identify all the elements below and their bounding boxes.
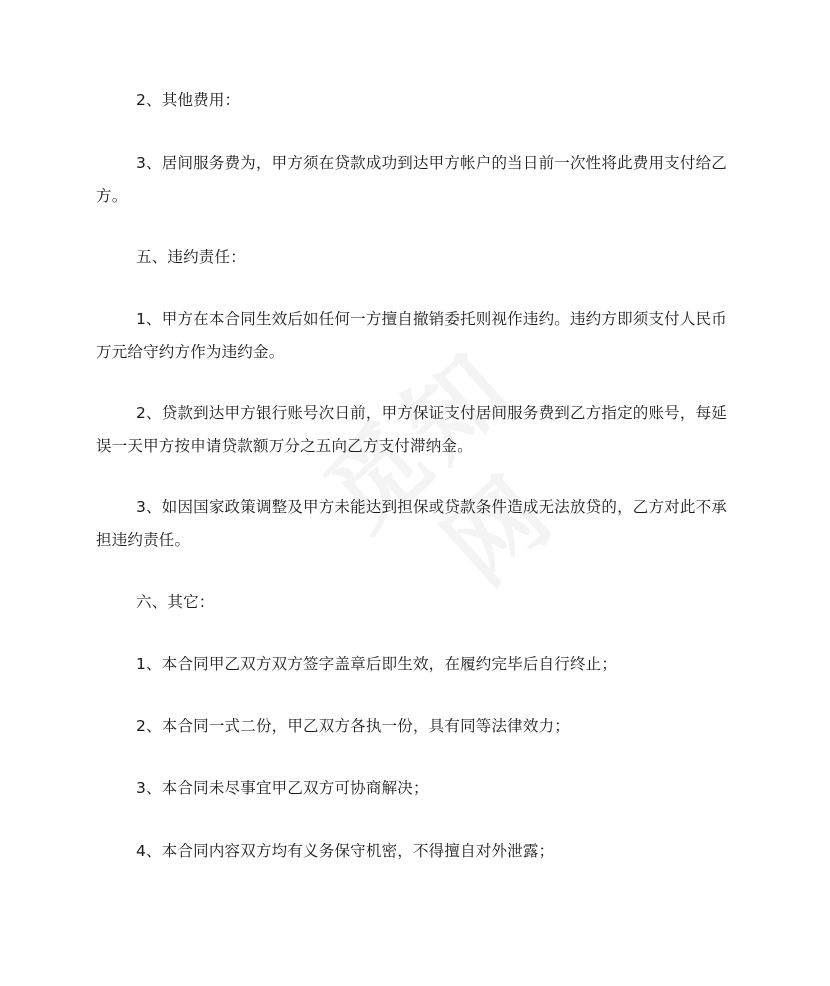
paragraph-brokerage-fee: 3、居间服务费为，甲方须在贷款成功到达甲方帐户的当日前一次性将此费用支付给乙方。 [96, 154, 727, 205]
paragraph-other-fees: 2、其他费用： [136, 91, 241, 109]
paragraph-other-1: 1、本合同甲乙双方双方签字盖章后即生效，在履约完毕后自行终止； [136, 655, 618, 673]
paragraph-other-4: 4、本合同内容双方均有义务保守机密，不得擅自对外泄露； [136, 842, 555, 860]
paragraph-other-3: 3、本合同未尽事宜甲乙双方可协商解决； [136, 779, 429, 797]
paragraph-breach-1: 1、甲方在本合同生效后如任何一方擅自撤销委托则视作违约。违约方即须支付人民币万元给守约方作为违约金。 [96, 310, 727, 361]
paragraph-other-2: 2、本合同一式二份，甲乙双方各执一份，具有同等法律效力； [136, 717, 570, 735]
paragraph-breach-2: 2、贷款到达甲方银行账号次日前，甲方保证支付居间服务费到乙方指定的账号，每延误一天甲方按申请贷款额万分之五向乙方支付滞纳金。 [96, 404, 727, 455]
paragraph-breach-3: 3、如因国家政策调整及甲方未能达到担保或贷款条件造成无法放贷的，乙方对此不承担违约责任。 [96, 498, 727, 549]
section-heading-other: 六、其它： [136, 593, 215, 611]
section-heading-breach: 五、违约责任： [136, 248, 246, 266]
